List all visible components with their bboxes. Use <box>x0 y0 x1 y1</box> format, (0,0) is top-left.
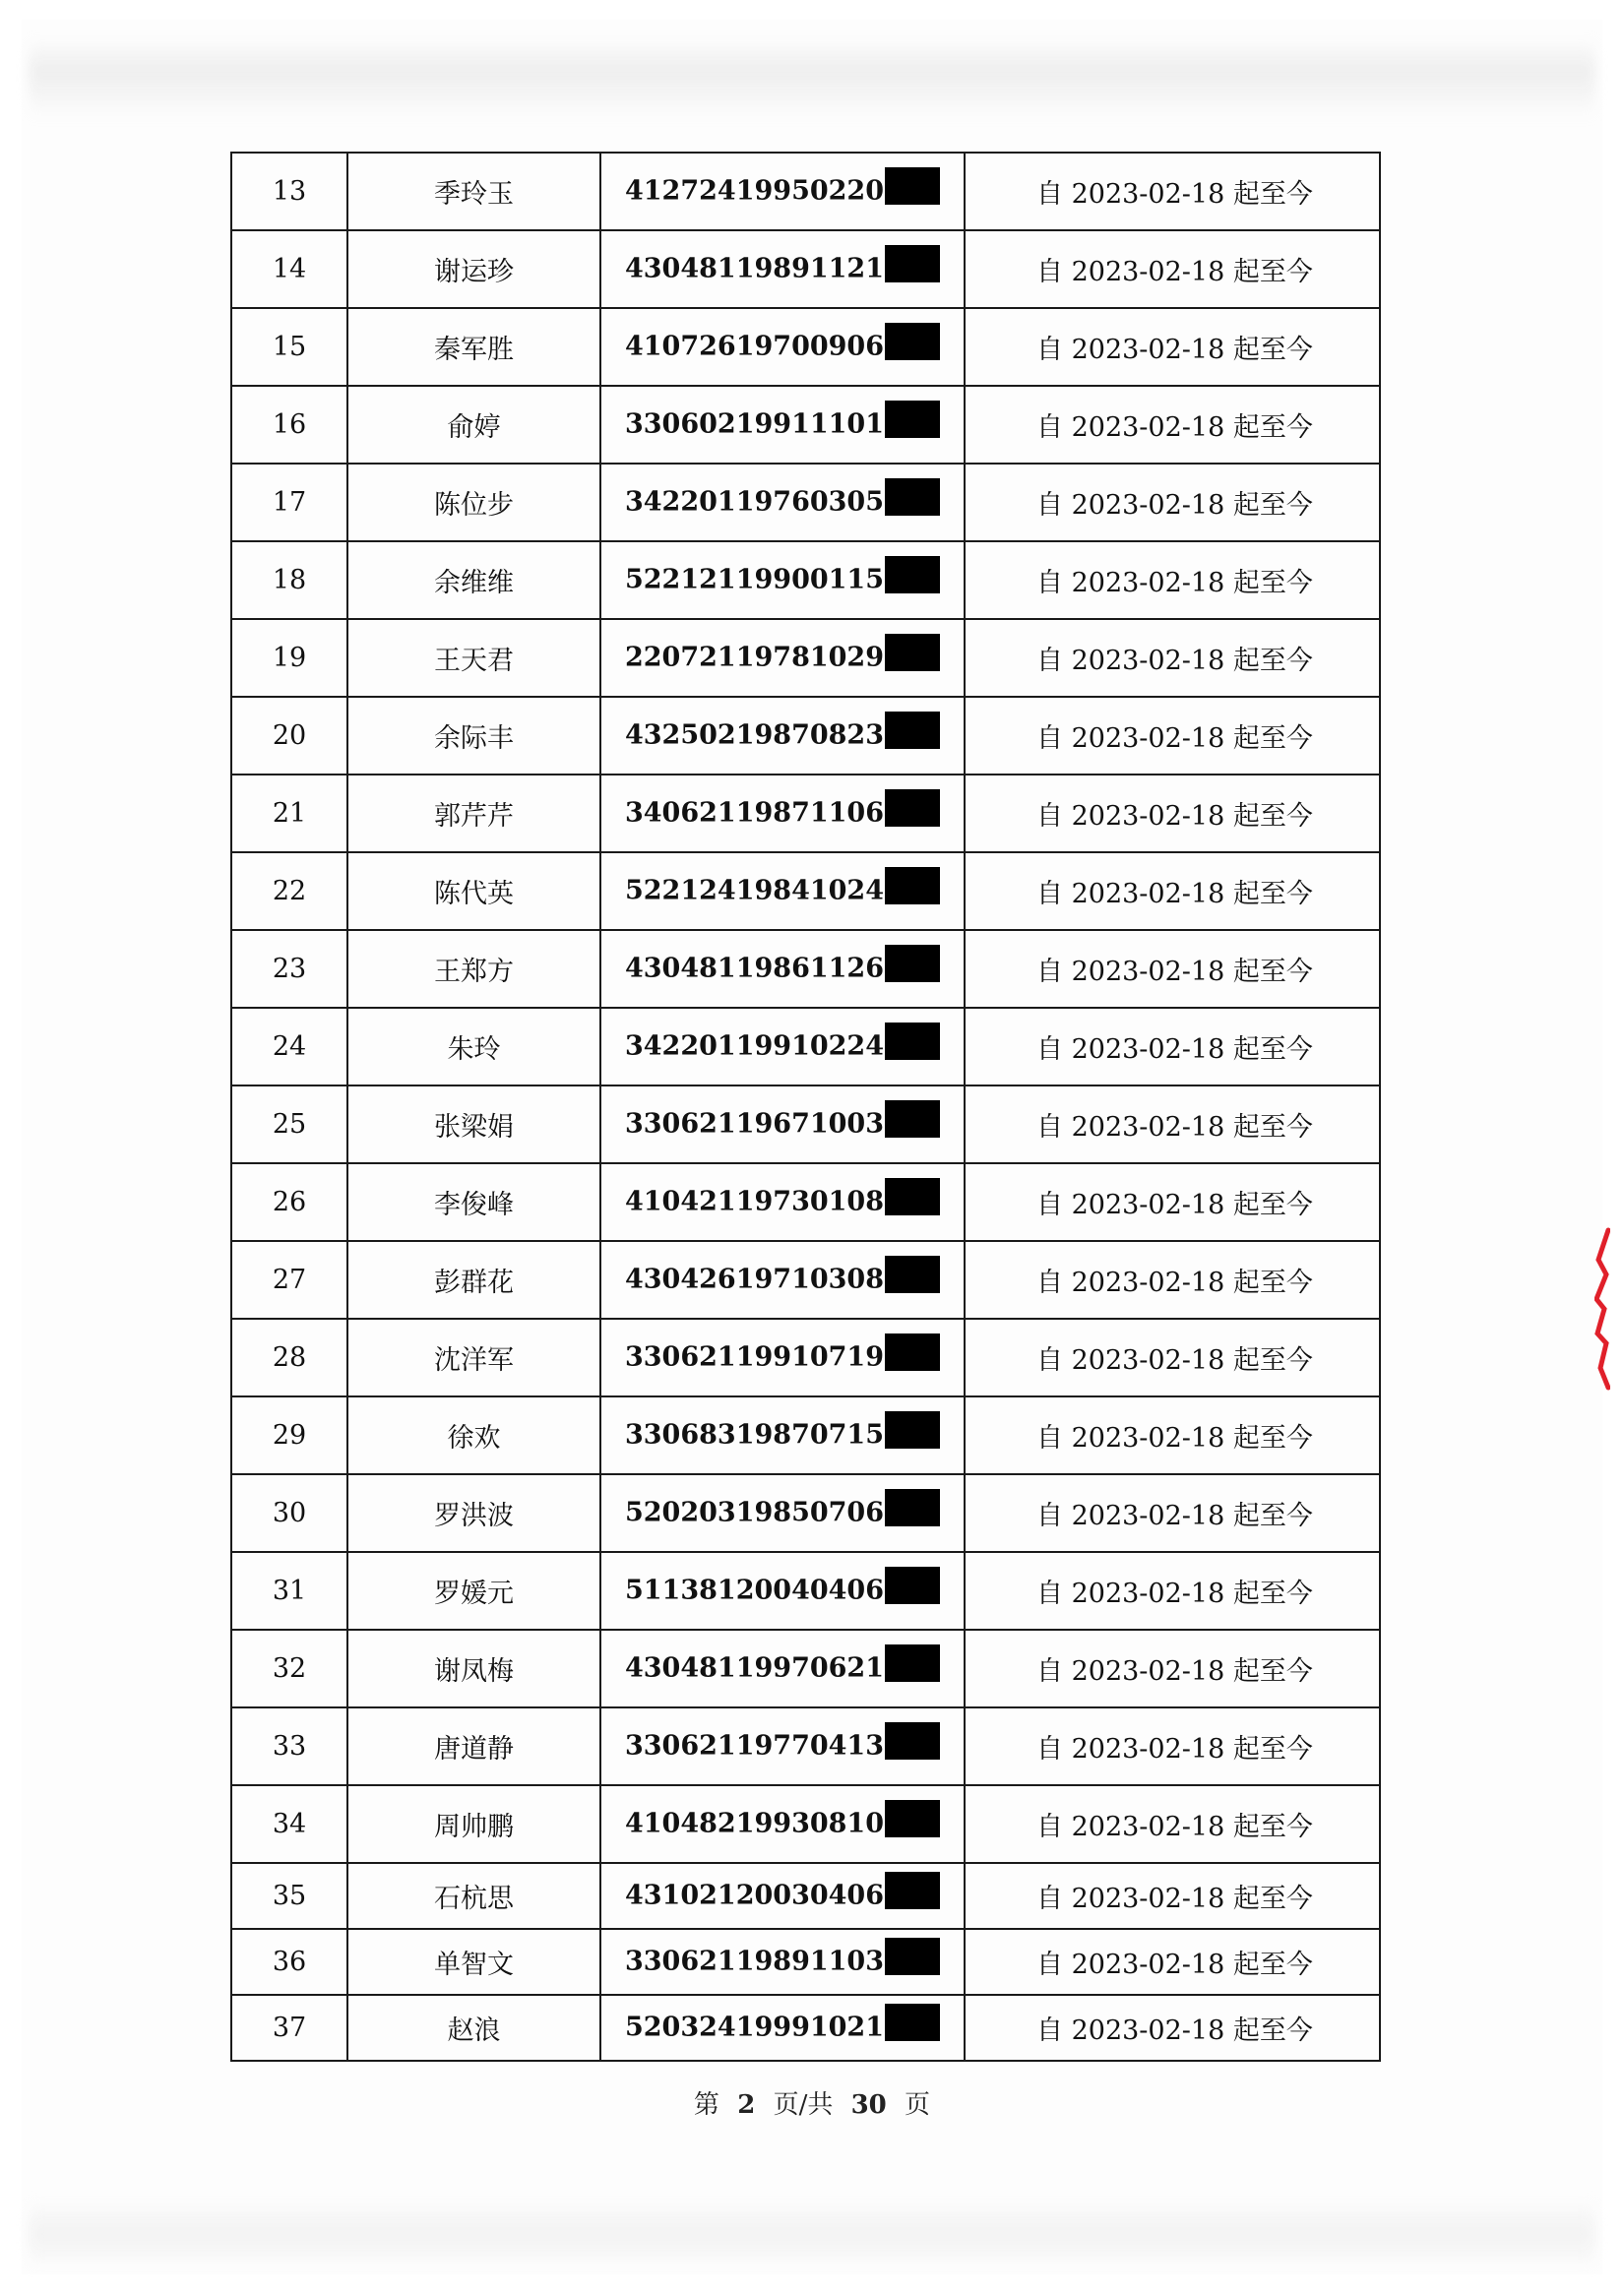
row-number: 14 <box>231 230 347 308</box>
person-name: 沈洋军 <box>347 1319 600 1396</box>
service-period: 自 2023-02-18 起至今 <box>965 1241 1380 1319</box>
service-period: 自 2023-02-18 起至今 <box>965 852 1380 930</box>
redaction-block <box>885 1567 940 1604</box>
table-row <box>231 1163 1380 1241</box>
person-name: 石杭思 <box>347 1863 600 1929</box>
footer-middle: 页/共 <box>773 2090 834 2120</box>
table-row <box>231 1929 1380 1995</box>
id-number-cell <box>600 1474 965 1552</box>
id-number-visible: 33062119910719 <box>624 1341 884 1372</box>
row-number: 37 <box>231 1995 347 2061</box>
person-name: 陈位步 <box>347 464 600 541</box>
footer-total-pages: 30 <box>850 2090 887 2120</box>
person-name: 谢运珍 <box>347 230 600 308</box>
redaction-block <box>885 789 940 827</box>
table-row <box>231 230 1380 308</box>
red-seal-fragment <box>1594 1220 1610 1397</box>
person-name: 余际丰 <box>347 697 600 775</box>
table-row <box>231 541 1380 619</box>
id-number-cell <box>600 1163 965 1241</box>
table-row <box>231 464 1380 541</box>
redaction-block <box>885 634 940 671</box>
service-period: 自 2023-02-18 起至今 <box>965 386 1380 464</box>
row-number: 29 <box>231 1396 347 1474</box>
scan-artifact-bottom <box>30 2200 1594 2268</box>
row-number: 28 <box>231 1319 347 1396</box>
person-name: 季玲玉 <box>347 153 600 230</box>
id-number-visible: 33068319870715 <box>624 1419 884 1450</box>
row-number: 36 <box>231 1929 347 1995</box>
id-number-visible: 33062119671003 <box>624 1108 884 1139</box>
id-number-visible: 34062119871106 <box>624 797 884 828</box>
person-name: 徐欢 <box>347 1396 600 1474</box>
row-number: 35 <box>231 1863 347 1929</box>
id-number-cell <box>600 1630 965 1707</box>
table-row <box>231 1396 1380 1474</box>
id-number-cell <box>600 697 965 775</box>
person-name: 秦军胜 <box>347 308 600 386</box>
redaction-block <box>885 1411 940 1449</box>
row-number: 25 <box>231 1085 347 1163</box>
redaction-block <box>885 1489 940 1526</box>
table-row <box>231 1085 1380 1163</box>
id-number-cell <box>600 1995 965 2061</box>
redaction-block <box>885 401 940 438</box>
service-period: 自 2023-02-18 起至今 <box>965 775 1380 852</box>
id-number-visible: 41042119730108 <box>624 1186 884 1216</box>
service-period: 自 2023-02-18 起至今 <box>965 1785 1380 1863</box>
service-period: 自 2023-02-18 起至今 <box>965 1995 1380 2061</box>
id-number-visible: 34220119910224 <box>624 1030 884 1061</box>
redaction-block <box>885 1872 940 1909</box>
redaction-block <box>885 478 940 516</box>
person-name: 陈代英 <box>347 852 600 930</box>
person-name: 张梁娟 <box>347 1085 600 1163</box>
person-name: 唐道静 <box>347 1707 600 1785</box>
table-row <box>231 1630 1380 1707</box>
row-number: 18 <box>231 541 347 619</box>
row-number: 13 <box>231 153 347 230</box>
id-number-visible: 52032419991021 <box>624 2012 884 2042</box>
id-number-cell <box>600 1785 965 1863</box>
row-number: 23 <box>231 930 347 1008</box>
id-number-cell <box>600 308 965 386</box>
id-number-cell <box>600 1707 965 1785</box>
redaction-block <box>885 1023 940 1060</box>
service-period: 自 2023-02-18 起至今 <box>965 1863 1380 1929</box>
redaction-block <box>885 245 940 282</box>
id-number-cell <box>600 852 965 930</box>
row-number: 21 <box>231 775 347 852</box>
redaction-block <box>885 2004 940 2041</box>
service-period: 自 2023-02-18 起至今 <box>965 1396 1380 1474</box>
table-row <box>231 1241 1380 1319</box>
table-row <box>231 386 1380 464</box>
id-number-visible: 41272419950220 <box>624 175 884 206</box>
redaction-block <box>885 1256 940 1293</box>
redaction-block <box>885 323 940 360</box>
redaction-block <box>885 167 940 205</box>
id-number-cell <box>600 1929 965 1995</box>
service-period: 自 2023-02-18 起至今 <box>965 541 1380 619</box>
table-row <box>231 852 1380 930</box>
id-number-visible: 41072619700906 <box>624 331 884 361</box>
redaction-block <box>885 1722 940 1760</box>
redaction-block <box>885 1800 940 1837</box>
redaction-block <box>885 1100 940 1138</box>
service-period: 自 2023-02-18 起至今 <box>965 308 1380 386</box>
footer-suffix: 页 <box>905 2090 931 2120</box>
redaction-block <box>885 556 940 593</box>
person-name: 赵浪 <box>347 1995 600 2061</box>
row-number: 31 <box>231 1552 347 1630</box>
id-number-cell <box>600 1008 965 1085</box>
id-number-visible: 52212119900115 <box>624 564 884 594</box>
service-period: 自 2023-02-18 起至今 <box>965 1707 1380 1785</box>
id-number-visible: 43102120030406 <box>624 1880 884 1910</box>
row-number: 15 <box>231 308 347 386</box>
id-number-cell <box>600 930 965 1008</box>
id-number-visible: 34220119760305 <box>624 486 884 517</box>
id-number-visible: 22072119781029 <box>624 642 884 672</box>
person-name: 王天君 <box>347 619 600 697</box>
row-number: 34 <box>231 1785 347 1863</box>
row-number: 22 <box>231 852 347 930</box>
personnel-table-body <box>231 153 1380 2061</box>
person-name: 谢凤梅 <box>347 1630 600 1707</box>
table-row <box>231 1863 1380 1929</box>
id-number-cell <box>600 775 965 852</box>
service-period: 自 2023-02-18 起至今 <box>965 1552 1380 1630</box>
person-name: 郭芹芹 <box>347 775 600 852</box>
person-name: 余维维 <box>347 541 600 619</box>
row-number: 32 <box>231 1630 347 1707</box>
table-row <box>231 153 1380 230</box>
id-number-cell <box>600 1085 965 1163</box>
table-row <box>231 619 1380 697</box>
id-number-cell <box>600 230 965 308</box>
redaction-block <box>885 1333 940 1371</box>
id-number-visible: 43048119861126 <box>624 953 884 983</box>
id-number-cell <box>600 619 965 697</box>
redaction-block <box>885 1178 940 1215</box>
id-number-visible: 33062119891103 <box>624 1946 884 1976</box>
row-number: 17 <box>231 464 347 541</box>
service-period: 自 2023-02-18 起至今 <box>965 1929 1380 1995</box>
redaction-block <box>885 1644 940 1682</box>
redaction-block <box>885 712 940 749</box>
table-row <box>231 308 1380 386</box>
id-number-cell <box>600 464 965 541</box>
id-number-visible: 52020319850706 <box>624 1497 884 1527</box>
service-period: 自 2023-02-18 起至今 <box>965 1630 1380 1707</box>
page-footer <box>0 2084 1624 2121</box>
table-row <box>231 1319 1380 1396</box>
person-name: 单智文 <box>347 1929 600 1995</box>
service-period: 自 2023-02-18 起至今 <box>965 619 1380 697</box>
table-row <box>231 1707 1380 1785</box>
row-number: 30 <box>231 1474 347 1552</box>
id-number-cell <box>600 541 965 619</box>
table-row <box>231 1474 1380 1552</box>
id-number-visible: 43048119891121 <box>624 253 884 283</box>
table-row <box>231 1785 1380 1863</box>
table-row <box>231 1008 1380 1085</box>
table-row <box>231 697 1380 775</box>
service-period: 自 2023-02-18 起至今 <box>965 930 1380 1008</box>
service-period: 自 2023-02-18 起至今 <box>965 464 1380 541</box>
id-number-visible: 43048119970621 <box>624 1652 884 1683</box>
table-row <box>231 775 1380 852</box>
service-period: 自 2023-02-18 起至今 <box>965 1008 1380 1085</box>
person-name: 罗媛元 <box>347 1552 600 1630</box>
id-number-cell <box>600 386 965 464</box>
person-name: 彭群花 <box>347 1241 600 1319</box>
redaction-block <box>885 945 940 982</box>
redaction-block <box>885 1938 940 1975</box>
id-number-visible: 43042619710308 <box>624 1264 884 1294</box>
person-name: 朱玲 <box>347 1008 600 1085</box>
redaction-block <box>885 867 940 904</box>
footer-current-page: 2 <box>737 2090 756 2120</box>
id-number-visible: 51138120040406 <box>624 1575 884 1605</box>
table-row <box>231 1995 1380 2061</box>
id-number-cell <box>600 1863 965 1929</box>
row-number: 16 <box>231 386 347 464</box>
person-name: 周帅鹏 <box>347 1785 600 1863</box>
id-number-cell <box>600 1241 965 1319</box>
service-period: 自 2023-02-18 起至今 <box>965 1319 1380 1396</box>
id-number-cell <box>600 153 965 230</box>
table-row <box>231 930 1380 1008</box>
person-name: 王郑方 <box>347 930 600 1008</box>
id-number-cell <box>600 1552 965 1630</box>
row-number: 26 <box>231 1163 347 1241</box>
id-number-cell <box>600 1396 965 1474</box>
id-number-cell <box>600 1319 965 1396</box>
row-number: 33 <box>231 1707 347 1785</box>
id-number-visible: 41048219930810 <box>624 1808 884 1838</box>
table-row <box>231 1552 1380 1630</box>
row-number: 27 <box>231 1241 347 1319</box>
service-period: 自 2023-02-18 起至今 <box>965 1163 1380 1241</box>
row-number: 24 <box>231 1008 347 1085</box>
id-number-visible: 43250219870823 <box>624 719 884 750</box>
service-period: 自 2023-02-18 起至今 <box>965 230 1380 308</box>
service-period: 自 2023-02-18 起至今 <box>965 1474 1380 1552</box>
person-name: 李俊峰 <box>347 1163 600 1241</box>
personnel-table <box>230 152 1381 2062</box>
row-number: 20 <box>231 697 347 775</box>
service-period: 自 2023-02-18 起至今 <box>965 697 1380 775</box>
row-number: 19 <box>231 619 347 697</box>
id-number-visible: 33060219911101 <box>624 408 884 439</box>
person-name: 罗洪波 <box>347 1474 600 1552</box>
footer-prefix: 第 <box>693 2090 719 2120</box>
service-period: 自 2023-02-18 起至今 <box>965 1085 1380 1163</box>
service-period: 自 2023-02-18 起至今 <box>965 153 1380 230</box>
id-number-visible: 52212419841024 <box>624 875 884 905</box>
person-name: 俞婷 <box>347 386 600 464</box>
id-number-visible: 33062119770413 <box>624 1730 884 1761</box>
scan-artifact-top <box>30 39 1594 118</box>
